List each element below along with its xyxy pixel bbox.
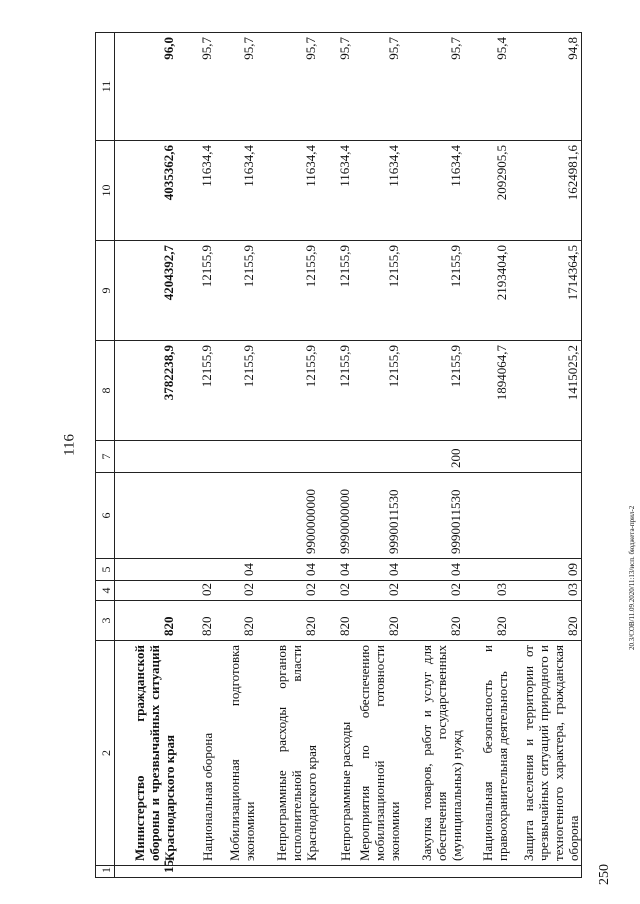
- row-index: [319, 866, 353, 878]
- section-code: 02: [319, 581, 353, 601]
- section-code: 02: [402, 581, 464, 601]
- row-name: Мобилизационная подготовка экономики: [215, 641, 257, 866]
- row-index: [510, 866, 582, 878]
- revised-amount: 1714364,5: [510, 241, 582, 341]
- expense-type-code: 200: [402, 441, 464, 473]
- target-article-code: 9990011530: [402, 473, 464, 559]
- revised-amount: 2193404,0: [464, 241, 510, 341]
- header-row: [96, 33, 115, 878]
- approved-amount: 12155,9: [257, 341, 319, 441]
- approved-amount: 1894064,7: [464, 341, 510, 441]
- ministry-code: 820: [464, 601, 510, 641]
- row-index: [402, 866, 464, 878]
- corner-page-number: 250: [597, 864, 612, 885]
- column-header: 2: [96, 641, 115, 866]
- expense-type-code: [353, 441, 402, 473]
- row-index: [464, 866, 510, 878]
- section-code: 02: [353, 581, 402, 601]
- section-code: 02: [257, 581, 319, 601]
- section-code: 02: [215, 581, 257, 601]
- expense-type-code: [464, 441, 510, 473]
- executed-amount: 11634,4: [177, 141, 215, 241]
- approved-amount: 12155,9: [402, 341, 464, 441]
- table-body: [115, 33, 582, 878]
- table-row: [319, 33, 353, 878]
- ministry-code: 820: [353, 601, 402, 641]
- column-header: 1: [96, 866, 115, 878]
- revised-amount: 12155,9: [215, 241, 257, 341]
- execution-percent: 95,7: [257, 33, 319, 141]
- subsection-code: [177, 559, 215, 581]
- column-header: 10: [96, 141, 115, 241]
- row-name: Национальная безопасность и правоохранительная деятельность: [464, 641, 510, 866]
- executed-amount: 1624981,6: [510, 141, 582, 241]
- approved-amount: 3782238,9: [115, 341, 177, 441]
- table-row: [115, 33, 177, 878]
- rotated-table-wrapper: [95, 33, 615, 878]
- table-row: [353, 33, 402, 878]
- executed-amount: 11634,4: [319, 141, 353, 241]
- execution-percent: 95,7: [215, 33, 257, 141]
- target-article-code: [510, 473, 582, 559]
- executed-amount: 11634,4: [402, 141, 464, 241]
- row-name: Мероприятия по обеспечению мобилизационной готовности экономики: [353, 641, 402, 866]
- execution-percent: 95,7: [402, 33, 464, 141]
- row-index: [257, 866, 319, 878]
- revised-amount: 12155,9: [257, 241, 319, 341]
- section-code: 02: [177, 581, 215, 601]
- ministry-code: 820: [257, 601, 319, 641]
- approved-amount: 12155,9: [319, 341, 353, 441]
- row-name: Министерство гражданской обороны и чрезвычайных ситуаций Краснодарского края: [115, 641, 177, 866]
- row-index: [177, 866, 215, 878]
- row-index: 15.: [115, 866, 177, 878]
- target-article-code: [464, 473, 510, 559]
- row-name: Закупка товаров, работ и услуг для обеспечения государственных (муниципальных) нужд: [402, 641, 464, 866]
- approved-amount: 12155,9: [177, 341, 215, 441]
- section-code: 03: [510, 581, 582, 601]
- revised-amount: 12155,9: [402, 241, 464, 341]
- column-header: 9: [96, 241, 115, 341]
- row-name: Национальная оборона: [177, 641, 215, 866]
- ministry-code: 820: [402, 601, 464, 641]
- revised-amount: 4204392,7: [115, 241, 177, 341]
- expense-type-code: [177, 441, 215, 473]
- execution-percent: 95,7: [319, 33, 353, 141]
- column-header: 11: [96, 33, 115, 141]
- subsection-code: 04: [402, 559, 464, 581]
- row-name: Защита населения и территории от чрезвычайных ситуаций природного и техногенного характера, гражданская оборона: [510, 641, 582, 866]
- column-header: 8: [96, 341, 115, 441]
- page-number: 116: [61, 434, 78, 456]
- table-row: [464, 33, 510, 878]
- expense-type-code: [510, 441, 582, 473]
- ministry-code: 820: [510, 601, 582, 641]
- subsection-code: 09: [510, 559, 582, 581]
- row-name: Непрограммные расходы органов исполнительной власти Краснодарского края: [257, 641, 319, 866]
- section-code: [115, 581, 177, 601]
- execution-percent: 95,7: [177, 33, 215, 141]
- revised-amount: 12155,9: [177, 241, 215, 341]
- expense-type-code: [319, 441, 353, 473]
- executed-amount: 11634,4: [353, 141, 402, 241]
- row-index: [215, 866, 257, 878]
- approved-amount: 12155,9: [215, 341, 257, 441]
- budget-table: [95, 32, 582, 878]
- subsection-code: [115, 559, 177, 581]
- target-article-code: 9990000000: [319, 473, 353, 559]
- execution-percent: 94,8: [510, 33, 582, 141]
- ministry-code: 820: [177, 601, 215, 641]
- table-row: [215, 33, 257, 878]
- target-article-code: 9990011530: [353, 473, 402, 559]
- ministry-code: 820: [115, 601, 177, 641]
- revised-amount: 12155,9: [319, 241, 353, 341]
- column-header: 6: [96, 473, 115, 559]
- target-article-code: [215, 473, 257, 559]
- subsection-code: 04: [319, 559, 353, 581]
- executed-amount: 4035362,6: [115, 141, 177, 241]
- row-name: Непрограммные расходы: [319, 641, 353, 866]
- column-header: 7: [96, 441, 115, 473]
- footer-file-code: 20.3/COB/11.09.2020/11:13/исп. бюджета-прил-2: [628, 505, 636, 650]
- execution-percent: 95,7: [353, 33, 402, 141]
- subsection-code: [464, 559, 510, 581]
- subsection-code: 04: [215, 559, 257, 581]
- expense-type-code: [257, 441, 319, 473]
- ministry-code: 820: [215, 601, 257, 641]
- execution-percent: 95,4: [464, 33, 510, 141]
- target-article-code: [115, 473, 177, 559]
- execution-percent: 96,0: [115, 33, 177, 141]
- column-header: 5: [96, 559, 115, 581]
- table-row: [177, 33, 215, 878]
- subsection-code: 04: [257, 559, 319, 581]
- table-row: [510, 33, 582, 878]
- executed-amount: 11634,4: [215, 141, 257, 241]
- subsection-code: 04: [353, 559, 402, 581]
- column-header: 4: [96, 581, 115, 601]
- approved-amount: 12155,9: [353, 341, 402, 441]
- revised-amount: 12155,9: [353, 241, 402, 341]
- approved-amount: 1415025,2: [510, 341, 582, 441]
- expense-type-code: [115, 441, 177, 473]
- table-row: [257, 33, 319, 878]
- executed-amount: 11634,4: [257, 141, 319, 241]
- ministry-code: 820: [319, 601, 353, 641]
- section-code: 03: [464, 581, 510, 601]
- row-index: [353, 866, 402, 878]
- executed-amount: 2092905,5: [464, 141, 510, 241]
- table-row: [402, 33, 464, 878]
- expense-type-code: [215, 441, 257, 473]
- target-article-code: [177, 473, 215, 559]
- column-header: 3: [96, 601, 115, 641]
- target-article-code: 9900000000: [257, 473, 319, 559]
